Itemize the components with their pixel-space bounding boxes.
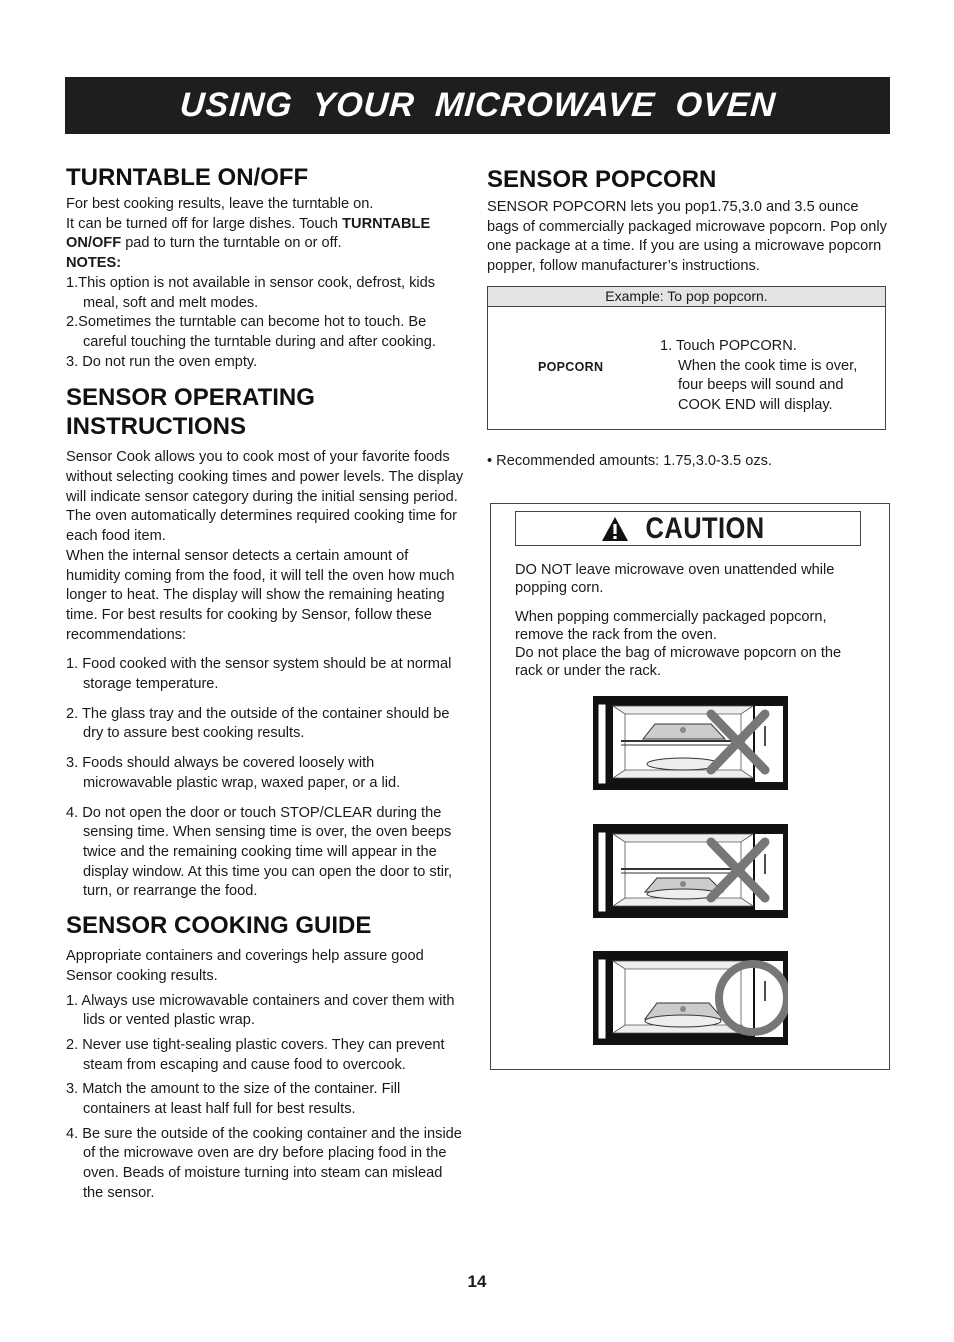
sensor-popcorn-heading: SENSOR POPCORN [487,166,717,193]
sensor-popcorn-intro: SENSOR POPCORN lets you pop1.75,3.0 and 3.5 ounce bags of commercially packaged microwave popcorn. Pop only one package at a time. If you are using a microwave popcorn popper, follow manufacturer’s instructions. [487,199,887,275]
list-item: 4. Be sure the outside of the cooking container and the inside of the microwave oven are dry before placing food in the oven. Beads of moisture turning into steam can mislead the sensor. [66,1125,462,1201]
example-box [487,286,886,430]
example-step [660,337,880,416]
list-item: 4. Do not open the door or touch STOP/CLEAR during the sensing time. When sensing time is over, the oven beeps twice and the remaining cooking time will appear in the display window. At this time you can open the door to stir, turn, or rearrange the food. [66,804,453,900]
sensor-operating-para2: When the internal sensor detects a certain amount of humidity coming from the food, it will tell the oven how much longer to heat. The display will show the remaining heating time. For best results for cooking by Sensor, follow these recommendations: [66,547,455,643]
note-item: 3. Do not run the oven empty. [66,353,258,370]
turntable-line2-post: pad to turn the turntable on or off. [121,235,342,252]
caution-para2b: Do not place the bag of microwave popcorn on the rack or under the rack. [515,645,842,679]
notes-label: NOTES: [66,255,122,272]
list-item: 2. Never use tight-sealing plastic covers. They can prevent steam from escaping and cause food to overcook. [66,1036,445,1073]
caution-text [515,561,865,680]
example-title: Example: To pop popcorn. [488,287,885,307]
notes-list [66,274,464,373]
turntable-line2 [66,215,464,254]
list-item: 1. Food cooked with the sensor system should be at normal storage temperature. [66,656,452,693]
sensor-operating-list [66,655,464,902]
caution-box [490,503,890,1070]
caution-title: CAUTION [645,511,765,545]
sensor-guide-heading: SENSOR COOKING GUIDE [66,912,372,940]
warning-triangle-icon [601,516,629,542]
oven-illustration-popcorn-on-turntable [593,951,788,1045]
caution-header [515,511,861,546]
popcorn-pad-label: POPCORN [538,359,604,374]
turntable-key-name: TURNTABLE ON/OFF [66,215,431,252]
list-item: 3. Foods should always be covered loosely with microwavable plastic wrap, waxed paper, or a lid. [66,755,401,791]
example-step-line2: When the cook time is over, four beeps will sound and COOK END will display. [678,357,858,413]
sensor-guide-intro: Appropriate containers and coverings help assure good Sensor cooking results. [66,948,424,984]
sensor-operating-heading: SENSOR OPERATING INSTRUCTIONS [66,384,315,441]
note-item: 1.This option is not available in sensor cook, defrost, kids meal, soft and melt modes. [66,274,436,311]
recommended-amounts: • Recommended amounts: 1.75,3.0-3.5 ozs. [487,452,772,469]
caution-para1: DO NOT leave microwave oven unattended while popping corn. [515,562,835,596]
list-item: 1. Always use microwavable containers and cover them with lids or vented plastic wrap. [66,992,455,1029]
turntable-line1: For best cooking results, leave the turntable on. [66,196,374,212]
oven-illustration-popcorn-on-rack [593,696,788,790]
caution-para2a: When popping commercially packaged popcorn, remove the rack from the oven. [515,609,827,643]
left-column [66,163,464,1204]
sensor-guide-list [66,992,464,1204]
example-step-line1: 1. Touch POPCORN. [660,337,797,354]
page-title: USING YOUR MICROWAVE OVEN [178,86,777,124]
sensor-operating-para1: Sensor Cook allows you to cook most of your favorite foods without selecting cooking times and power levels. The display will indicate sensor category during the initial sensing period. The oven automatically determines required cooking time for each food item. [66,449,464,545]
page-title-banner [65,77,890,134]
list-item: 2. The glass tray and the outside of the container should be dry to assure best cooking results. [66,705,450,742]
list-item: 3. Match the amount to the size of the container. Fill containers at least half full for best results. [66,1081,401,1118]
right-column [487,165,887,472]
turntable-heading: TURNTABLE ON/OFF [66,164,309,191]
oven-illustration-popcorn-under-rack [593,824,788,918]
page-number: 14 [467,1272,487,1291]
note-item: 2.Sometimes the turntable can become hot to touch. Be careful touching the turntable during and after cooking. [66,314,436,350]
turntable-line2-pre: It can be turned off for large dishes. Touch [66,215,343,232]
